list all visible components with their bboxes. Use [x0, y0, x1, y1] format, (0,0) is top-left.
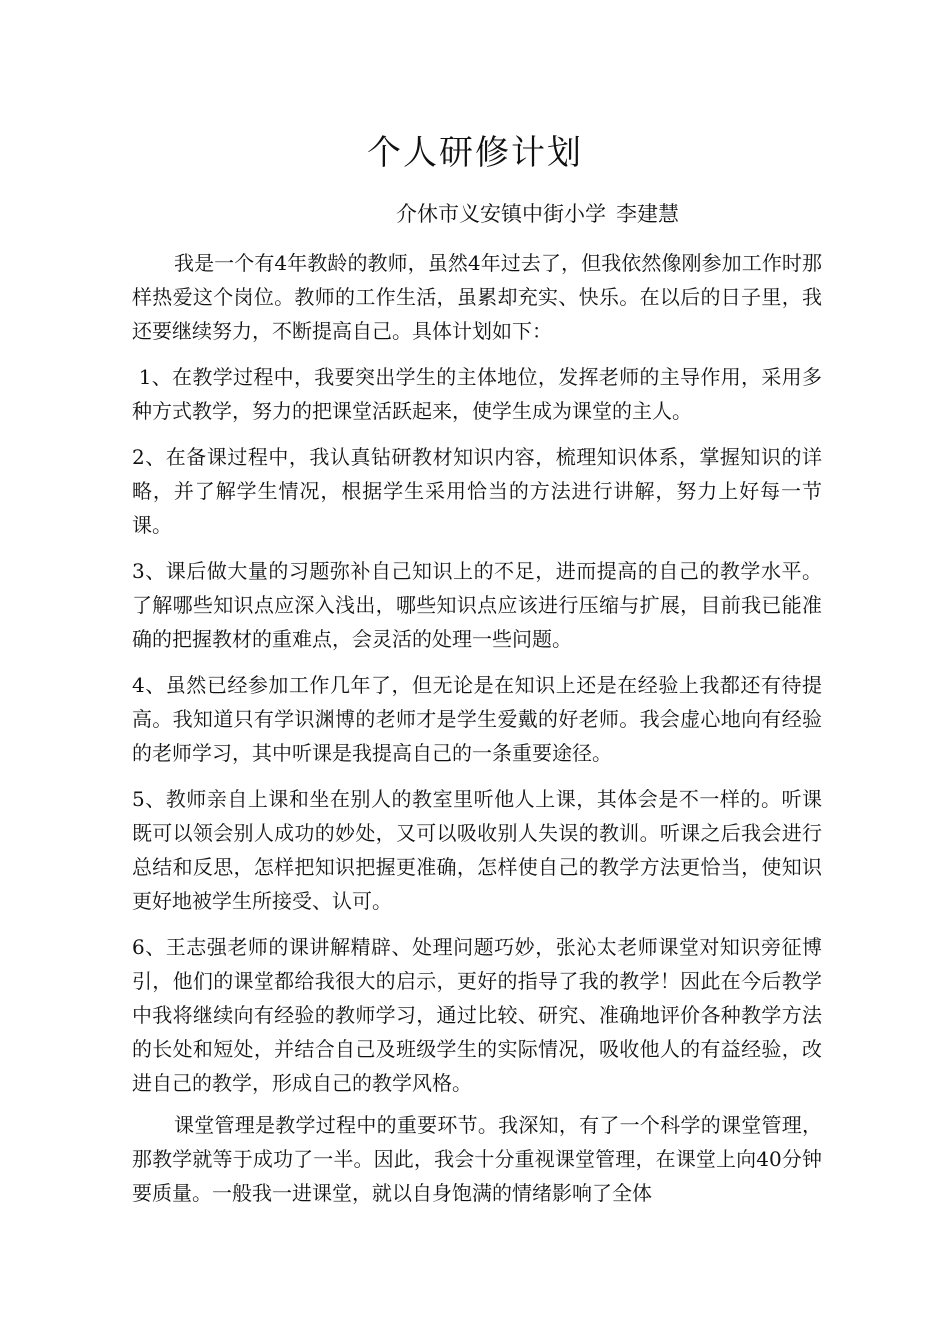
plan-item-3: 3、课后做大量的习题弥补自己知识上的不足，进而提高的自己的教学水平。了解哪些知识点应深入浅出，哪些知识点应该进行压缩与扩展，目前我已能准确的把握教材的重难点，会灵活的处理一些问题。: [132, 559, 822, 651]
intro-paragraph: 我是一个有4年教龄的教师，虽然4年过去了，但我依然像刚参加工作时那样热爱这个岗位。教师的工作生活，虽累却充实、快乐。在以后的日子里，我还要继续努力，不断提高自己。具体计划如下：: [132, 251, 822, 343]
plan-item-5: 5、教师亲自上课和坐在别人的教室里听他人上课，其体会是不一样的。听课既可以领会别人成功的妙处，又可以吸收别人失误的教训。听课之后我会进行总结和反思，怎样把知识把握更准确，怎样使自己的教学方法更恰当，使知识更好地被学生所接受、认可。: [132, 787, 822, 913]
document-title: 个人研修计划: [367, 133, 583, 173]
classroom-management-paragraph: 课堂管理是教学过程中的重要环节。我深知，有了一个科学的课堂管理，那教学就等于成功了一半。因此，我会十分重视课堂管理，在课堂上向40分钟要质量。一般我一进课堂，就以自身饱满的情绪影响了全体: [132, 1113, 822, 1205]
author-school: 介休市义安镇中街小学: [396, 202, 606, 226]
plan-item-6: 6、王志强老师的课讲解精辟、处理问题巧妙，张沁太老师课堂对知识旁征博引，他们的课堂都给我很大的启示，更好的指导了我的教学！因此在今后教学中我将继续向有经验的教师学习，通过比较、研究、准确地评价各种教学方法的长处和短处，并结合自己及班级学生的实际情况，吸收他人的有益经验，改进自己的教学，形成自己的教学风格。: [132, 935, 822, 1095]
plan-item-4: 4、虽然已经参加工作几年了，但无论是在知识上还是在经验上我都还有待提高。我知道只有学识渊博的老师才是学生爱戴的好老师。我会虚心地向有经验的老师学习，其中听课是我提高自己的一条重要途径。: [132, 673, 822, 765]
author-line: [396, 198, 679, 230]
plan-item-2: 2、在备课过程中，我认真钻研教材知识内容，梳理知识体系，掌握知识的详略，并了解学生情况，根据学生采用恰当的方法进行讲解，努力上好每一节课。: [132, 445, 822, 537]
author-name: 李建慧: [616, 202, 679, 226]
plan-item-1: 1、在教学过程中，我要突出学生的主体地位，发挥老师的主导作用，采用多种方式教学，努力的把课堂活跃起来，使学生成为课堂的主人。: [132, 365, 822, 423]
